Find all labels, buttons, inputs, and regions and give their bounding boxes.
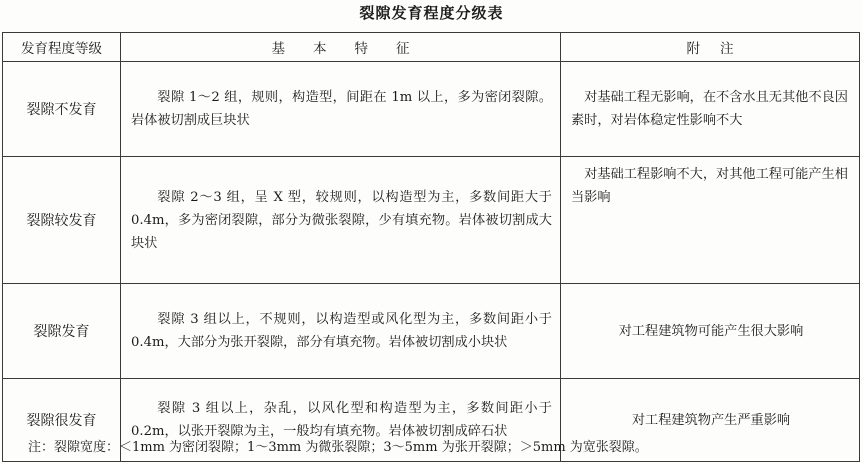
row-note: 对工程建筑物产生严重影响 — [561, 379, 860, 462]
table-title: 裂隙发育程度分级表 — [359, 4, 504, 22]
table-header-row — [3, 33, 860, 62]
row-feature: 裂隙 3 组以上，不规则，以构造型或风化型为主，多数间距小于 0.4m，大部分为张开裂隙，部分有填充物。岩体被切割成小块状 — [121, 284, 561, 379]
row-feature: 裂隙 2～3 组，呈 X 型，较规则，以构造型为主，多数间距大于 0.4m，多为密闭裂隙，部分为微张裂隙，少有填充物。岩体被切割成大块状 — [121, 157, 561, 284]
row-note: 对基础工程影响不大，对其他工程可能产生相当影响 — [561, 157, 860, 284]
row-note: 对工程建筑物可能产生很大影响 — [561, 284, 860, 379]
row-note: 对基础工程无影响，在不含水且无其他不良因素时，对岩体稳定性影响不大 — [561, 62, 860, 157]
row-level: 裂隙较发育 — [3, 157, 121, 284]
header-level: 发育程度等级 — [3, 33, 121, 62]
row-level: 裂隙发育 — [3, 284, 121, 379]
table-footnote: 注：裂隙宽度：＜1mm 为密闭裂隙；1～3mm 为微张裂隙；3～5mm 为张开裂隙；＞5mm 为宽张裂隙。 — [28, 440, 648, 455]
row-feature: 裂隙 3 组以上，杂乱，以风化型和构造型为主，多数间距小于 0.2m，以张开裂隙为主，一般均有填充物。岩体被切割成碎石状 — [121, 379, 561, 462]
row-level: 裂隙很发育 — [3, 379, 121, 462]
row-level: 裂隙不发育 — [3, 62, 121, 157]
table-row — [3, 157, 860, 284]
header-feature: 基本特征 — [121, 33, 561, 62]
header-note: 附注 — [561, 33, 860, 62]
row-feature: 裂隙 1～2 组，规则，构造型，间距在 1m 以上，多为密闭裂隙。岩体被切割成巨块状 — [121, 62, 561, 157]
fracture-grade-table — [2, 32, 860, 462]
table-row — [3, 284, 860, 379]
table-row — [3, 62, 860, 157]
